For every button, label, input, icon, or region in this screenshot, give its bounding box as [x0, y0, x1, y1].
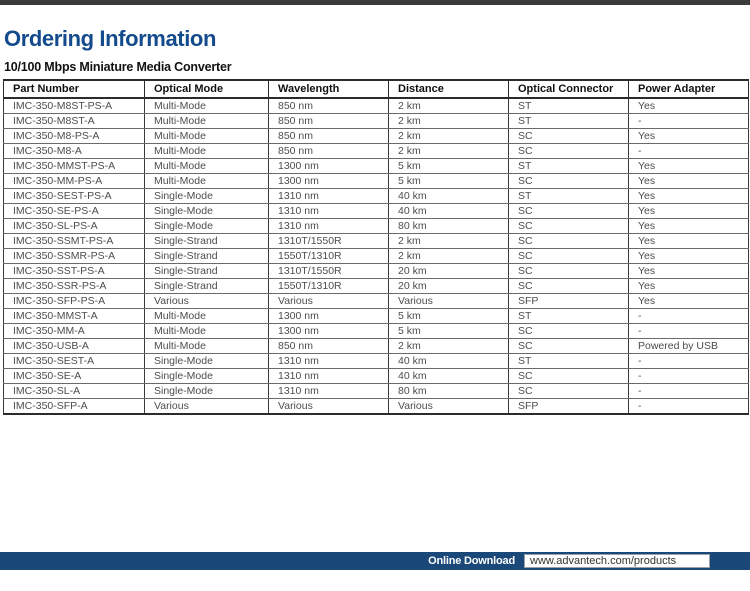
table-cell: IMC-350-SSMR-PS-A	[4, 249, 145, 264]
column-header: Distance	[389, 80, 509, 98]
table-cell: Various	[269, 399, 389, 415]
table-row	[4, 159, 749, 174]
column-header: Optical Connector	[509, 80, 629, 98]
table-cell: Multi-Mode	[145, 324, 269, 339]
table-cell: Single-Mode	[145, 204, 269, 219]
table-cell: Yes	[629, 279, 749, 294]
table-row	[4, 234, 749, 249]
table-cell: IMC-350-MM-A	[4, 324, 145, 339]
table-cell: SC	[509, 264, 629, 279]
table-cell: Multi-Mode	[145, 144, 269, 159]
table-cell: 1310 nm	[269, 204, 389, 219]
table-cell: 5 km	[389, 159, 509, 174]
table-cell: SC	[509, 339, 629, 354]
table-cell: ST	[509, 354, 629, 369]
table-cell: Single-Mode	[145, 354, 269, 369]
table-cell: 850 nm	[269, 339, 389, 354]
table-cell: IMC-350-M8-PS-A	[4, 129, 145, 144]
table-cell: -	[629, 114, 749, 129]
table-cell: -	[629, 144, 749, 159]
table-row	[4, 339, 749, 354]
table-cell: Single-Strand	[145, 264, 269, 279]
table-cell: Yes	[629, 204, 749, 219]
table-cell: SC	[509, 144, 629, 159]
table-cell: 1300 nm	[269, 159, 389, 174]
footer-bar	[0, 552, 750, 570]
table-cell: 1300 nm	[269, 174, 389, 189]
table-row	[4, 309, 749, 324]
table-cell: Multi-Mode	[145, 309, 269, 324]
column-header: Wavelength	[269, 80, 389, 98]
table-cell: -	[629, 399, 749, 415]
table-cell: 1310 nm	[269, 354, 389, 369]
table-row	[4, 114, 749, 129]
table-cell: Powered by USB	[629, 339, 749, 354]
table-cell: Yes	[629, 98, 749, 114]
table-cell: 2 km	[389, 114, 509, 129]
table-cell: Multi-Mode	[145, 174, 269, 189]
table-cell: 850 nm	[269, 114, 389, 129]
table-row	[4, 219, 749, 234]
ordering-information-table	[3, 79, 749, 415]
table-cell: 5 km	[389, 324, 509, 339]
table-cell: Single-Strand	[145, 249, 269, 264]
table-cell: IMC-350-SST-PS-A	[4, 264, 145, 279]
table-cell: ST	[509, 189, 629, 204]
table-cell: Yes	[629, 264, 749, 279]
table-cell: SC	[509, 369, 629, 384]
table-cell: IMC-350-SSR-PS-A	[4, 279, 145, 294]
table-cell: Yes	[629, 174, 749, 189]
table-cell: IMC-350-SSMT-PS-A	[4, 234, 145, 249]
column-header: Part Number	[4, 80, 145, 98]
table-cell: 1310 nm	[269, 189, 389, 204]
table-cell: SC	[509, 249, 629, 264]
table-cell: SC	[509, 204, 629, 219]
table-cell: ST	[509, 159, 629, 174]
column-header: Optical Mode	[145, 80, 269, 98]
table-cell: 20 km	[389, 279, 509, 294]
table-cell: SC	[509, 279, 629, 294]
table-cell: 2 km	[389, 129, 509, 144]
table-cell: Single-Mode	[145, 384, 269, 399]
table-cell: SC	[509, 324, 629, 339]
table-row	[4, 294, 749, 309]
table-row	[4, 384, 749, 399]
table-cell: SFP	[509, 399, 629, 415]
table-row	[4, 249, 749, 264]
table-row	[4, 264, 749, 279]
table-cell: IMC-350-M8ST-A	[4, 114, 145, 129]
table-cell: Various	[145, 399, 269, 415]
table-cell: 40 km	[389, 354, 509, 369]
table-cell: 1550T/1310R	[269, 279, 389, 294]
table-cell: Single-Strand	[145, 279, 269, 294]
table-row	[4, 324, 749, 339]
table-row	[4, 174, 749, 189]
table-cell: IMC-350-SE-PS-A	[4, 204, 145, 219]
online-download-label: Online Download	[428, 555, 515, 567]
table-row	[4, 399, 749, 415]
table-cell: 1310 nm	[269, 384, 389, 399]
table-cell: 40 km	[389, 189, 509, 204]
table-cell: Yes	[629, 219, 749, 234]
table-cell: -	[629, 324, 749, 339]
table-cell: Various	[389, 294, 509, 309]
table-cell: Multi-Mode	[145, 98, 269, 114]
table-body	[4, 98, 749, 414]
table-cell: 40 km	[389, 204, 509, 219]
table-cell: IMC-350-MMST-A	[4, 309, 145, 324]
table-cell: Yes	[629, 159, 749, 174]
table-cell: SC	[509, 129, 629, 144]
table-cell: ST	[509, 98, 629, 114]
table-cell: Multi-Mode	[145, 339, 269, 354]
table-cell: SC	[509, 174, 629, 189]
table-cell: IMC-350-SE-A	[4, 369, 145, 384]
table-cell: IMC-350-SEST-PS-A	[4, 189, 145, 204]
table-cell: IMC-350-SL-PS-A	[4, 219, 145, 234]
table-cell: 5 km	[389, 309, 509, 324]
table-cell: IMC-350-MMST-PS-A	[4, 159, 145, 174]
table-row	[4, 279, 749, 294]
table-cell: SFP	[509, 294, 629, 309]
table-row	[4, 369, 749, 384]
table-cell: Single-Mode	[145, 189, 269, 204]
table-header-row	[4, 80, 749, 98]
table-cell: Single-Strand	[145, 234, 269, 249]
table-cell: -	[629, 354, 749, 369]
table-cell: ST	[509, 114, 629, 129]
table-row	[4, 189, 749, 204]
table-cell: -	[629, 369, 749, 384]
table-cell: Yes	[629, 129, 749, 144]
table-row	[4, 204, 749, 219]
table-cell: 40 km	[389, 369, 509, 384]
table-cell: 20 km	[389, 264, 509, 279]
table-cell: 1310 nm	[269, 369, 389, 384]
table-cell: 5 km	[389, 174, 509, 189]
table-cell: IMC-350-SFP-A	[4, 399, 145, 415]
table-cell: IMC-350-SL-A	[4, 384, 145, 399]
table-cell: Various	[269, 294, 389, 309]
table-cell: Multi-Mode	[145, 129, 269, 144]
table-row	[4, 129, 749, 144]
table-cell: -	[629, 309, 749, 324]
table-cell: Yes	[629, 294, 749, 309]
table-cell: Various	[389, 399, 509, 415]
table-cell: Single-Mode	[145, 219, 269, 234]
table-cell: 850 nm	[269, 144, 389, 159]
table-cell: IMC-350-M8ST-PS-A	[4, 98, 145, 114]
table-cell: SC	[509, 234, 629, 249]
top-divider-bar	[0, 0, 750, 5]
table-cell: 2 km	[389, 144, 509, 159]
table-subtitle: 10/100 Mbps Miniature Media Converter	[4, 60, 232, 74]
table-cell: ST	[509, 309, 629, 324]
table-cell: 1310 nm	[269, 219, 389, 234]
page-title: Ordering Information	[4, 26, 217, 51]
table-cell: Yes	[629, 234, 749, 249]
table-cell: 2 km	[389, 234, 509, 249]
table-cell: IMC-350-M8-A	[4, 144, 145, 159]
table-header-row	[4, 80, 749, 98]
table-cell: 2 km	[389, 339, 509, 354]
table-cell: 1300 nm	[269, 309, 389, 324]
table-cell: 1310T/1550R	[269, 234, 389, 249]
table-cell: Multi-Mode	[145, 159, 269, 174]
table-cell: 1310T/1550R	[269, 264, 389, 279]
table-cell: SC	[509, 384, 629, 399]
table-cell: -	[629, 384, 749, 399]
table-cell: Yes	[629, 189, 749, 204]
column-header: Power Adapter	[629, 80, 749, 98]
website-url-link[interactable]: www.advantech.com/products	[524, 554, 710, 568]
table-cell: Single-Mode	[145, 369, 269, 384]
table-cell: SC	[509, 219, 629, 234]
table-cell: 80 km	[389, 384, 509, 399]
table-cell: IMC-350-SFP-PS-A	[4, 294, 145, 309]
table-cell: IMC-350-USB-A	[4, 339, 145, 354]
table-row	[4, 354, 749, 369]
table-cell: 1300 nm	[269, 324, 389, 339]
table-cell: 1550T/1310R	[269, 249, 389, 264]
table-cell: Yes	[629, 249, 749, 264]
table-cell: Various	[145, 294, 269, 309]
table-cell: 850 nm	[269, 129, 389, 144]
table-cell: 850 nm	[269, 98, 389, 114]
table-cell: Multi-Mode	[145, 114, 269, 129]
table-cell: IMC-350-MM-PS-A	[4, 174, 145, 189]
table-cell: IMC-350-SEST-A	[4, 354, 145, 369]
table-row	[4, 98, 749, 114]
table-row	[4, 144, 749, 159]
table-cell: 2 km	[389, 98, 509, 114]
table-cell: 2 km	[389, 249, 509, 264]
table-cell: 80 km	[389, 219, 509, 234]
